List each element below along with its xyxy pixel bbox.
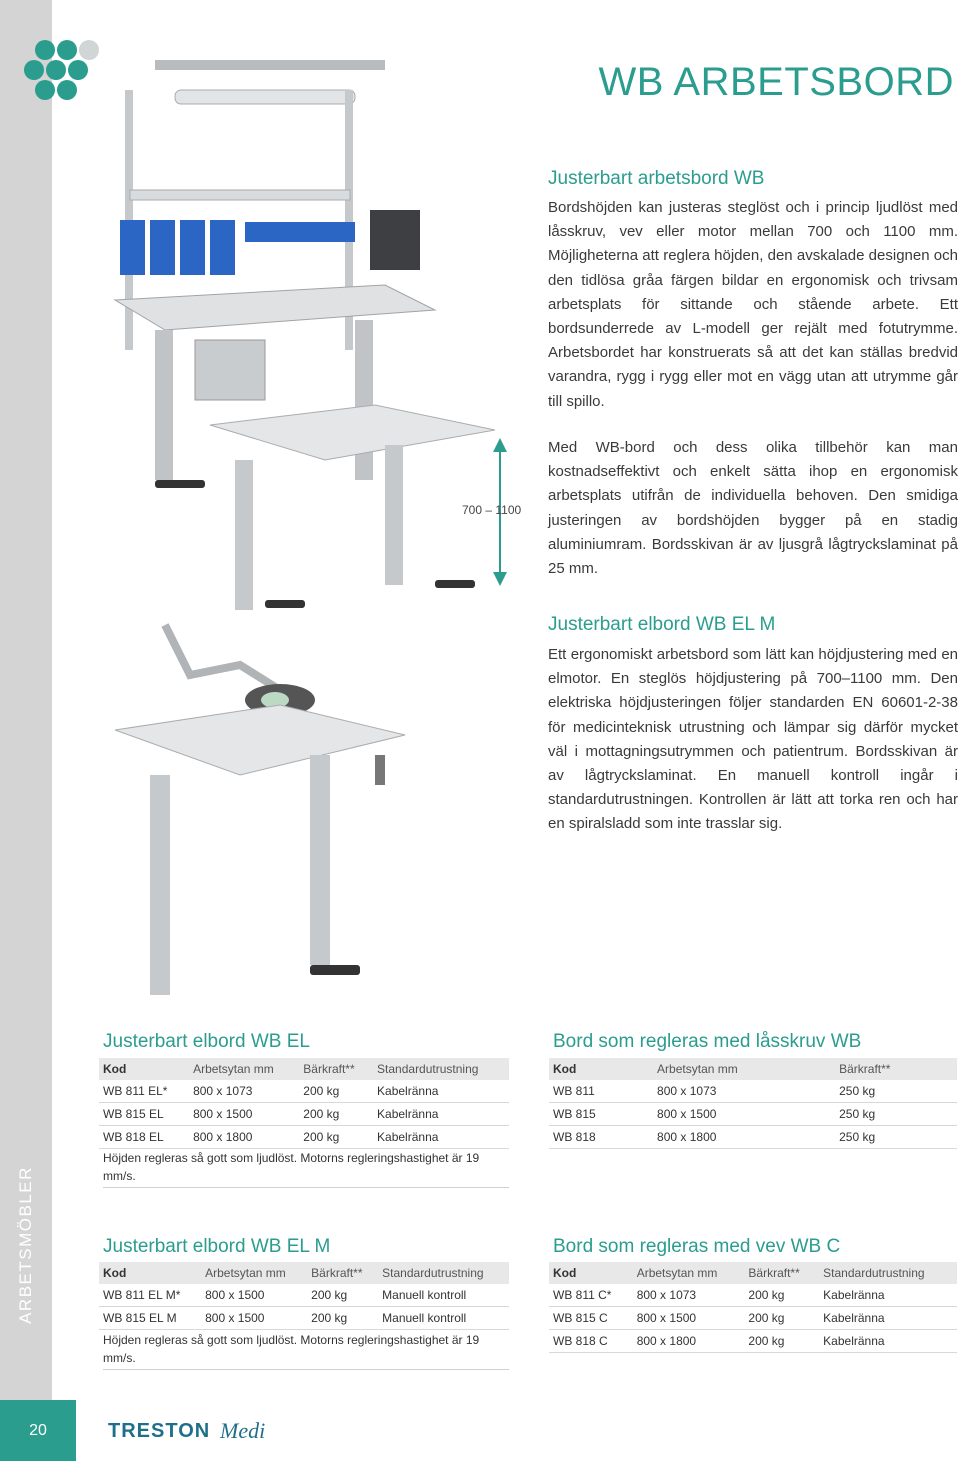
cell: WB 811 C* — [549, 1284, 633, 1307]
cell: WB 811 EL* — [99, 1080, 189, 1103]
cell: 200 kg — [744, 1307, 819, 1330]
table-wb-lock-title: Bord som regleras med låsskruv WB — [553, 1031, 862, 1052]
col-header: Bärkraft** — [299, 1058, 373, 1080]
treston-medi-logo — [108, 1416, 278, 1446]
cell: WB 815 — [549, 1103, 653, 1126]
cell: Manuell kontroll — [378, 1284, 509, 1307]
table-row — [549, 1103, 957, 1126]
cell: 250 kg — [835, 1126, 957, 1149]
section2-text: Ett ergonomiskt arbetsbord som lätt kan höjdjustering med en elmotor. En steglös höjdjustering på 700–1100 mm. Den elektriska höjdjusteringen följer standarden EN 60601-2-38 för medicinteknisk utrustning och lämpar sig därför mycket väl i mottagningsutrymmen och patientrum. Bordsskivan är av lågtryckslaminat. En manuell kontroll ingår i standardutrustningen. Kontrollen är lätt att torka ren och har en spiralsladd som inte trasslar sig. — [548, 646, 958, 833]
cell: 250 kg — [835, 1080, 957, 1103]
col-header: Kod — [99, 1262, 201, 1284]
cell: Kabelränna — [373, 1103, 509, 1126]
table-wb-lock — [549, 1058, 957, 1149]
logo-sub: Medi — [220, 1418, 266, 1443]
table-row — [549, 1126, 957, 1149]
table-wb-c-title: Bord som regleras med vev WB C — [553, 1236, 841, 1257]
cell: WB 811 — [549, 1080, 653, 1103]
cell: Kabelränna — [373, 1080, 509, 1103]
section2-heading: Justerbart elbord WB EL M — [548, 614, 776, 635]
cell: 200 kg — [744, 1330, 819, 1353]
table-row — [549, 1284, 957, 1307]
cell: 800 x 1500 — [633, 1307, 745, 1330]
electric-desk-image — [110, 615, 420, 1025]
table-row — [99, 1126, 509, 1149]
table-row — [549, 1307, 957, 1330]
cell: 200 kg — [299, 1103, 373, 1126]
cell: Kabelränna — [819, 1330, 957, 1353]
cell: WB 818 — [549, 1126, 653, 1149]
page-title: WB ARBETSBORD — [598, 60, 954, 104]
cell: 200 kg — [299, 1126, 373, 1149]
cell: Kabelränna — [373, 1126, 509, 1149]
table-wb-c — [549, 1262, 957, 1353]
table-row — [99, 1080, 509, 1103]
cell: 800 x 1500 — [201, 1307, 307, 1330]
col-header: Standardutrustning — [378, 1262, 509, 1284]
table-row — [99, 1284, 509, 1307]
cell: 800 x 1073 — [653, 1080, 835, 1103]
section1-text1: Bordshöjden kan justeras steglöst och i princip ljudlöst med låsskruv, vev eller motor mellan 700 och 1100 mm. Möjligheterna att reglera höjden, den avskalade designen och den tidlösa gråa färgen bildar en ergonomisk och trivsam arbetsplats för sittande och stående arbete. Ett bordsunderrede av L-modell ger rejält med fotutrymme. Arbetsbordet har konstruerats så att det kan ställas bredvid varandra, rygg i rygg eller mot en vägg utan att utrymme går till spillo. — [548, 199, 958, 410]
table-row — [99, 1307, 509, 1330]
cell: 250 kg — [835, 1103, 957, 1126]
cell: 200 kg — [744, 1284, 819, 1307]
cell: WB 811 EL M* — [99, 1284, 201, 1307]
logo-brand: TRESTON — [108, 1420, 211, 1442]
cell: Kabelränna — [819, 1284, 957, 1307]
col-header: Kod — [99, 1058, 189, 1080]
col-header: Standardutrustning — [819, 1262, 957, 1284]
height-range-label: 700 – 1100 — [462, 503, 522, 517]
table-wb-el-m-note: Höjden regleras så gott som ljudlöst. Motorns regleringshastighet är 19 mm/s. — [103, 1331, 509, 1370]
section1-text2: Med WB-bord och dess olika tillbehör kan man kostnadseffektivt och enkelt sätta ihop en ergonomisk arbetsplats utifrån de individuella behoven. Den smidiga justeringen av bordshöjden bygger på en stadig aluminiumram. Bordsskivan är av ljusgrå lågtryckslaminat på 25 mm. — [548, 439, 958, 578]
table-row — [549, 1080, 957, 1103]
col-header: Arbetsytan mm — [633, 1262, 745, 1284]
section1-heading: Justerbart arbetsbord WB — [548, 168, 765, 189]
desk-image — [205, 400, 505, 640]
cell: WB 815 EL — [99, 1103, 189, 1126]
cell: 200 kg — [307, 1307, 378, 1330]
cell: 200 kg — [299, 1080, 373, 1103]
page-number: 20 — [29, 1422, 47, 1439]
table-row — [99, 1103, 509, 1126]
col-header: Bärkraft** — [307, 1262, 378, 1284]
col-header: Arbetsytan mm — [653, 1058, 835, 1080]
col-header: Standardutrustning — [373, 1058, 509, 1080]
table-wb-el-m-title: Justerbart elbord WB EL M — [103, 1236, 331, 1257]
cell: 200 kg — [307, 1284, 378, 1307]
cell: 800 x 1073 — [633, 1284, 745, 1307]
col-header: Arbetsytan mm — [189, 1058, 299, 1080]
table-row — [549, 1330, 957, 1353]
table-wb-el — [99, 1058, 509, 1149]
cell: 800 x 1500 — [189, 1103, 299, 1126]
col-header: Bärkraft** — [835, 1058, 957, 1080]
table-wb-el-title: Justerbart elbord WB EL — [103, 1031, 310, 1052]
sidebar-label: ARBETSMÖBLER — [16, 1166, 35, 1324]
col-header: Kod — [549, 1262, 633, 1284]
cell: 800 x 1073 — [189, 1080, 299, 1103]
col-header: Arbetsytan mm — [201, 1262, 307, 1284]
cell: 800 x 1800 — [189, 1126, 299, 1149]
col-header: Kod — [549, 1058, 653, 1080]
table-wb-el-m — [99, 1262, 509, 1330]
cell: Kabelränna — [819, 1307, 957, 1330]
cell: 800 x 1800 — [633, 1330, 745, 1353]
cell: 800 x 1800 — [653, 1126, 835, 1149]
cell: WB 818 EL — [99, 1126, 189, 1149]
cell: WB 815 EL M — [99, 1307, 201, 1330]
table-wb-el-note: Höjden regleras så gott som ljudlöst. Motorns regleringshastighet är 19 mm/s. — [103, 1149, 509, 1188]
cell: Manuell kontroll — [378, 1307, 509, 1330]
col-header: Bärkraft** — [744, 1262, 819, 1284]
cell: WB 815 C — [549, 1307, 633, 1330]
cell: 800 x 1500 — [653, 1103, 835, 1126]
cell: WB 818 C — [549, 1330, 633, 1353]
cell: 800 x 1500 — [201, 1284, 307, 1307]
